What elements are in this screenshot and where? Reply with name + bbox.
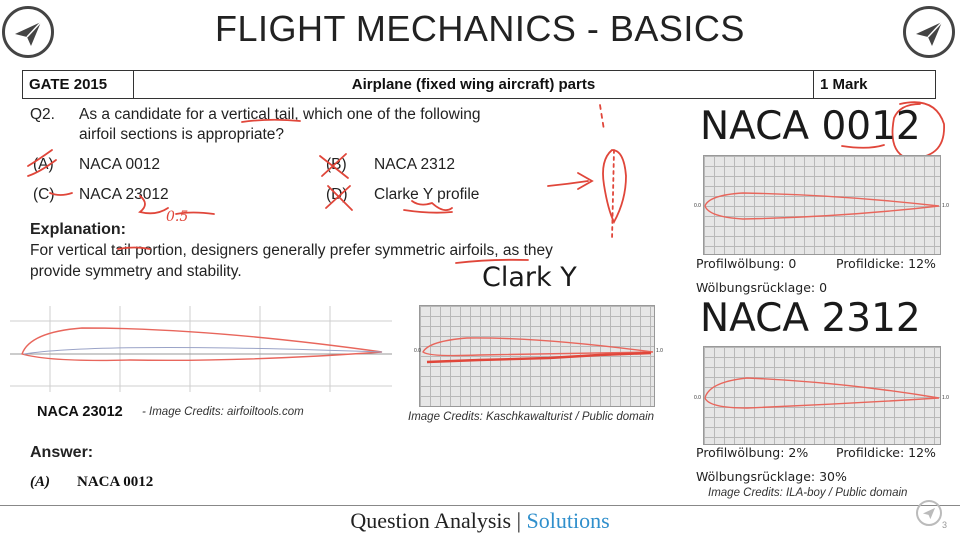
- naca0012-thickness: Profildicke: 12%: [836, 256, 936, 271]
- option-c-text: NACA 23012: [79, 186, 169, 203]
- option-b-text: NACA 2312: [374, 156, 455, 173]
- option-d-text: Clarke Y profile: [374, 186, 480, 203]
- question-line-2: airfoil sections is appropriate?: [79, 126, 285, 143]
- footer-divider: [0, 505, 960, 506]
- naca2312-camber-position: Wölbungsrücklage: 30%: [696, 469, 847, 484]
- question-number: Q2.: [30, 106, 55, 123]
- explanation-line-2: provide symmetry and stability.: [30, 263, 242, 280]
- option-a-text: NACA 0012: [79, 156, 160, 173]
- naca2312-airfoil: [703, 346, 941, 443]
- naca0012-tick-zero: 0.0: [694, 203, 701, 209]
- naca0012-tick-one: 1.0: [942, 203, 949, 209]
- naca0012-camber-position: Wölbungsrücklage: 0: [696, 280, 828, 295]
- clarky-airfoil: [419, 305, 655, 405]
- answer-key: (A): [30, 474, 50, 490]
- clarky-title: Clark Y: [482, 262, 577, 293]
- answer-text: NACA 0012: [77, 474, 154, 490]
- topic-cell: Airplane (fixed wing aircraft) parts: [134, 71, 814, 98]
- footer: [0, 508, 960, 534]
- explanation-line-1: For vertical tail portion, designers generally prefer symmetric airfoils, as they: [30, 242, 553, 259]
- naca0012-title: NACA 0012: [700, 104, 921, 149]
- naca23012-label: NACA 23012: [37, 404, 123, 420]
- naca2312-title: NACA 2312: [700, 296, 921, 341]
- naca23012-credit: - Image Credits: airfoiltools.com: [142, 406, 304, 418]
- question-line-1: As a candidate for a vertical tail, which one of the following: [79, 106, 481, 123]
- page-title: FLIGHT MECHANICS - BASICS: [215, 8, 745, 49]
- naca0012-camber: Profilwölbung: 0: [696, 256, 797, 271]
- naca23012-plot: [10, 306, 392, 392]
- page-number: 3: [942, 520, 948, 530]
- footer-separator: |: [516, 508, 521, 533]
- naca2312-credit: Image Credits: ILA-boy / Public domain: [708, 487, 908, 499]
- naca0012-airfoil: [703, 155, 941, 253]
- naca2312-camber: Profilwölbung: 2%: [696, 445, 809, 460]
- naca2312-tick-one: 1.0: [942, 395, 949, 401]
- clarky-credit: Image Credits: Kaschkawalturist / Public domain: [408, 411, 655, 423]
- option-d-key: (D): [326, 186, 348, 203]
- answer-heading: Answer:: [30, 444, 94, 461]
- explanation-heading: Explanation:: [30, 221, 127, 238]
- naca2312-tick-zero: 0.0: [694, 395, 701, 401]
- clarky-tick-zero: 0.0: [414, 348, 421, 354]
- handwritten-note: 0.5: [166, 209, 189, 225]
- footer-left: Question Analysis: [350, 508, 512, 533]
- marks-cell: 1 Mark: [820, 76, 868, 93]
- footer-right: Solutions: [526, 508, 610, 533]
- option-c-key: (C): [33, 186, 55, 203]
- option-b-key: (B): [326, 156, 347, 173]
- paper-plane-icon: [922, 506, 936, 520]
- footer-logo: [916, 500, 942, 526]
- naca2312-thickness: Profildicke: 12%: [836, 445, 936, 460]
- exam-cell: GATE 2015: [23, 71, 134, 98]
- clarky-tick-one: 1.0: [656, 348, 663, 354]
- option-a-key: (A): [33, 156, 54, 173]
